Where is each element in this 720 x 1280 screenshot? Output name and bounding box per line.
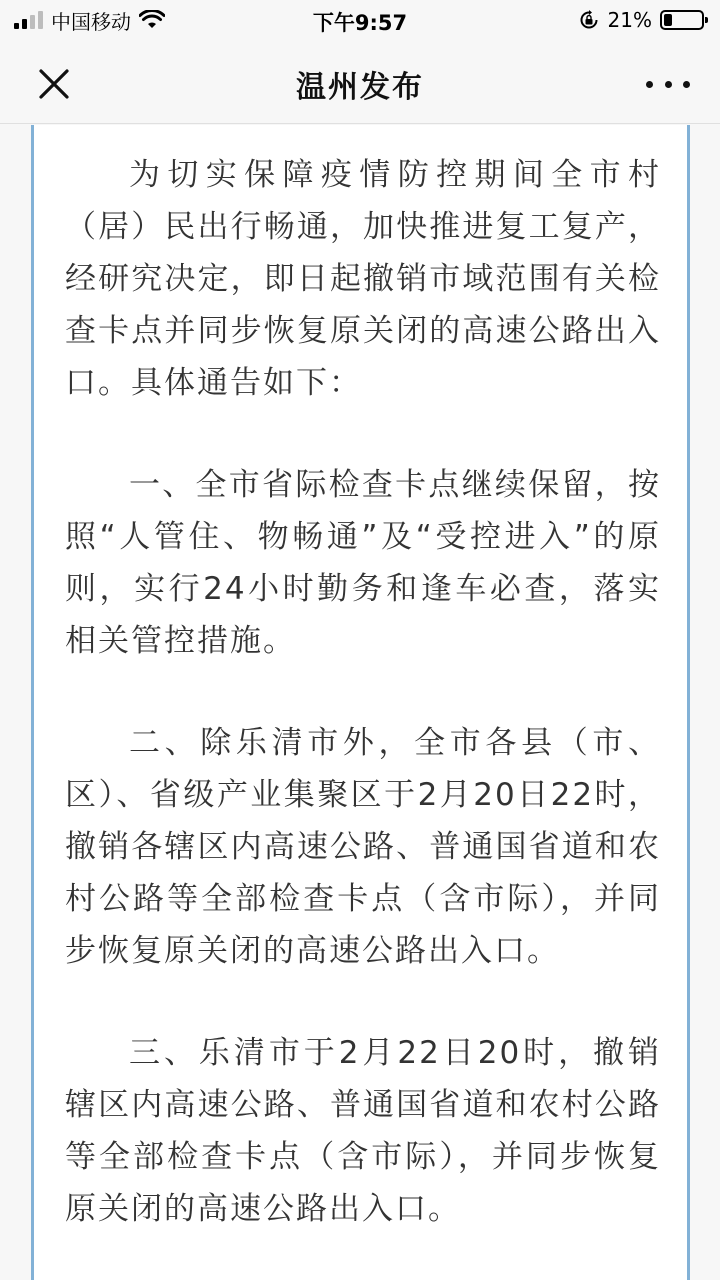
article-paragraph-2: 二、除乐清市外，全市各县（市、区）、省级产业集聚区于2月20日22时，撤销各辖区内高速公路、普通国省道和农村公路等全部检查卡点（含市际），并同步恢复原关闭的高速公路出入口。: [65, 725, 661, 969]
article-paragraph-1: 一、全市省际检查卡点继续保留，按照“人管住、物畅通”及“受控进入”的原则，实行24小时勤务和逢车必查，落实相关管控措施。: [65, 467, 661, 659]
nav-bar: [0, 40, 720, 124]
status-right: [578, 7, 704, 33]
carrier-label: 中国移动: [51, 9, 131, 34]
article-frame: [31, 125, 690, 1280]
article-body: [65, 149, 661, 1235]
more-icon[interactable]: [646, 70, 690, 98]
status-time: 下午9:57: [312, 11, 408, 35]
status-bar: [0, 0, 720, 40]
battery-percent: 21%: [607, 8, 652, 32]
battery-tip: [705, 17, 708, 23]
rotation-lock-icon: [578, 9, 600, 31]
page-title: 温州发布: [296, 70, 424, 105]
battery-fill: [664, 14, 672, 26]
battery-icon: [660, 10, 704, 30]
article-paragraph-3: 三、乐清市于2月22日20时，撤销辖区内高速公路、普通国省道和农村公路等全部检查卡点（含市际），并同步恢复原关闭的高速公路出入口。: [65, 1035, 661, 1227]
article-paragraph-intro: 为切实保障疫情防控期间全市村（居）民出行畅通，加快推进复工复产，经研究决定，即日起撤销市域范围有关检查卡点并同步恢复原关闭的高速公路出入口。具体通告如下：: [65, 157, 661, 401]
